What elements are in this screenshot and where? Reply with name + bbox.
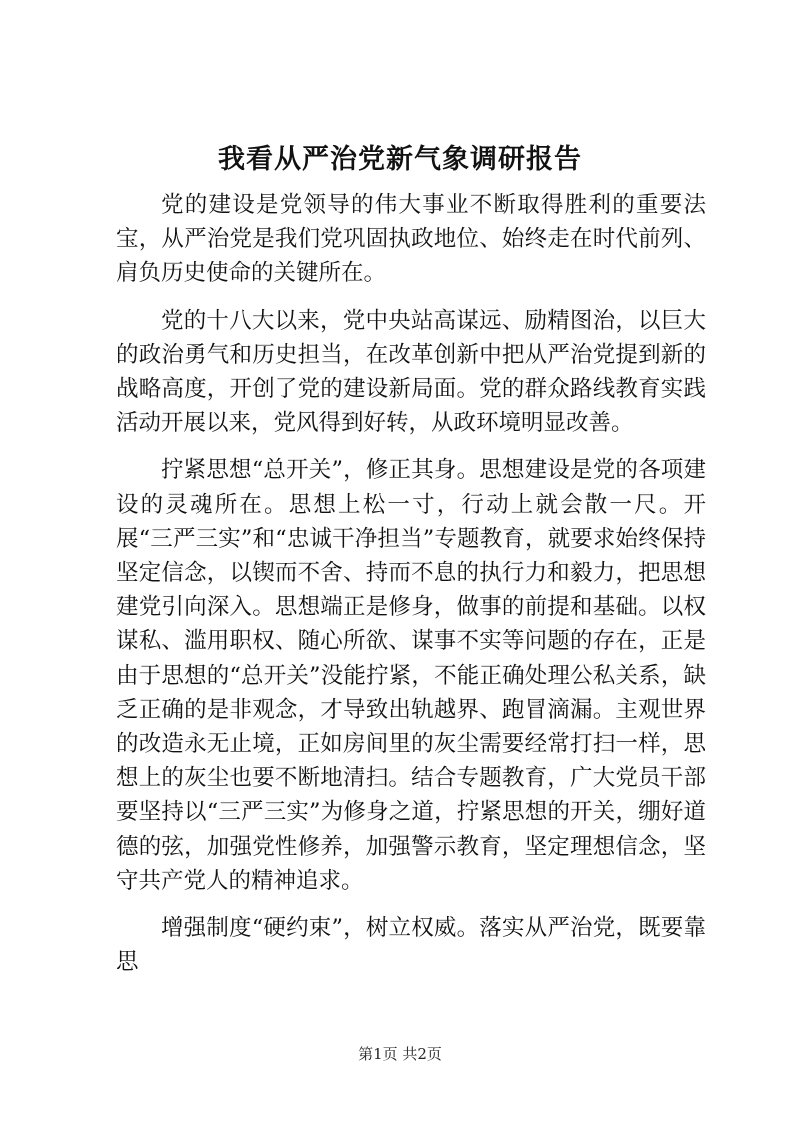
- document-title: 我看从严治党新气象调研报告: [218, 144, 582, 175]
- page-number-footer: 第1页 共2页: [358, 1045, 442, 1063]
- paragraph-1: 党的建设是党领导的伟大事业不断取得胜利的重要法宝，从严治党是我们党巩固执政地位、始终走在时代前列、肩负历史使命的关键所在。: [116, 192, 706, 287]
- paragraph-2: 党的十八大以来，党中央站高谋远、励精图治，以巨大的政治勇气和历史担当，在改革创新中把从严治党提到新的战略高度，开创了党的建设新局面。党的群众路线教育实践活动开展以来，党风得到好转，从政环境明显改善。: [116, 307, 706, 437]
- paragraph-4: 增强制度“硬约束”，树立权威。落实从严治党，既要靠思: [116, 915, 706, 976]
- paragraph-3: 拧紧思想“总开关”，修正其身。思想建设是党的各项建设的灵魂所在。思想上松一寸，行动上就会散一尺。开展“三严三实”和“忠诚干净担当”专题教育，就要求始终保持坚定信念，以锲而不舍、持而不息的执行力和毅力，把思想建党引向深入。思想端正是修身，做事的前提和基础。以权谋私、滥用职权、随心所欲、谋事不实等问题的存在，正是由于思想的“总开关”没能拧紧，不能正确处理公私关系，缺乏正确的是非观念，才导致出轨越界、跑冒滴漏。主观世界的改造永无止境，正如房间里的灰尘需要经常打扫一样，思想上的灰尘也要不断地清扫。结合专题教育，广大党员干部要坚持以“三严三实”为修身之道，拧紧思想的开关，绷好道德的弦，加强党性修养，加强警示教育，坚定理想信念，坚守共产党人的精神追求。: [116, 457, 706, 894]
- document-body: [116, 188, 706, 992]
